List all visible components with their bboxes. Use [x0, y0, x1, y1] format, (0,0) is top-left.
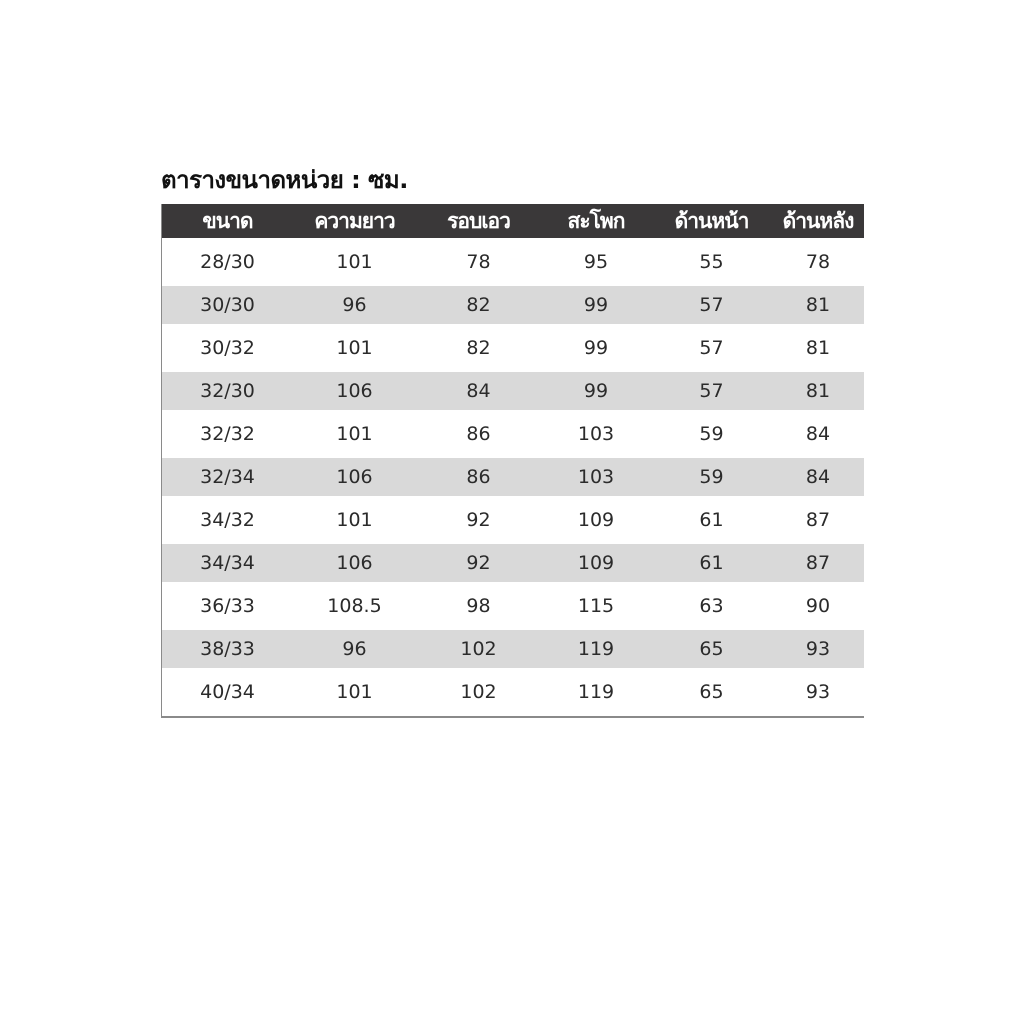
cell-back-rise: 81: [805, 380, 831, 402]
cell-size: 34/34: [200, 552, 255, 574]
cell-front-rise: 59: [699, 466, 724, 488]
cell-back-rise: 81: [805, 294, 831, 316]
cell-size: 38/33: [200, 638, 255, 660]
cell-size: 34/32: [200, 509, 255, 531]
cell-back-rise: 93: [805, 638, 831, 660]
cell-front-rise: 65: [699, 681, 724, 703]
cell-waist: 98: [466, 595, 491, 617]
table-row: [162, 410, 864, 458]
cell-waist: 82: [466, 337, 491, 359]
cell-hip: 109: [577, 552, 615, 574]
cell-waist: 92: [466, 552, 491, 574]
header-back-rise: ด้านหลัง: [782, 208, 854, 233]
cell-size: 32/32: [200, 423, 255, 445]
cell-size: 30/30: [200, 294, 255, 316]
table-row: [162, 630, 864, 668]
header-size: ขนาด: [202, 208, 253, 233]
cell-front-rise: 59: [699, 423, 724, 445]
cell-hip: 103: [577, 423, 615, 445]
cell-length: 101: [336, 509, 373, 531]
cell-waist: 78: [466, 251, 491, 273]
cell-back-rise: 87: [805, 509, 831, 531]
cell-waist: 92: [466, 509, 491, 531]
table-row: [162, 324, 864, 372]
cell-back-rise: 81: [805, 337, 831, 359]
cell-length: 96: [342, 294, 367, 316]
cell-length: 108.5: [327, 595, 382, 617]
cell-hip: 95: [583, 251, 609, 273]
cell-waist: 86: [466, 466, 491, 488]
table-row: [162, 582, 864, 630]
cell-waist: 86: [466, 423, 491, 445]
cell-length: 106: [336, 380, 373, 402]
header-front-rise: ด้านหน้า: [674, 208, 749, 233]
table-header: [162, 204, 864, 238]
cell-front-rise: 55: [699, 251, 724, 273]
size-chart-table: [162, 204, 864, 716]
header-waist: รอบเอว: [447, 208, 510, 233]
cell-length: 101: [336, 337, 373, 359]
cell-back-rise: 93: [805, 681, 831, 703]
cell-hip: 119: [577, 681, 615, 703]
cell-size: 32/30: [200, 380, 255, 402]
cell-length: 101: [336, 251, 373, 273]
cell-back-rise: 84: [805, 423, 831, 445]
cell-size: 28/30: [200, 251, 255, 273]
cell-size: 36/33: [200, 595, 255, 617]
cell-hip: 103: [577, 466, 615, 488]
table-row: [162, 286, 864, 324]
size-chart-table-container: [161, 204, 864, 718]
table-row: [162, 496, 864, 544]
cell-back-rise: 90: [805, 595, 831, 617]
cell-length: 101: [336, 423, 373, 445]
cell-length: 101: [336, 681, 373, 703]
cell-back-rise: 84: [805, 466, 831, 488]
cell-hip: 99: [583, 380, 609, 402]
cell-back-rise: 78: [805, 251, 831, 273]
table-body: [162, 238, 864, 716]
cell-front-rise: 57: [699, 294, 724, 316]
table-row: [162, 668, 864, 716]
cell-hip: 115: [577, 595, 615, 617]
size-chart-caption: ตารางขนาดหน่วย : ซม.: [161, 166, 408, 194]
table-row: [162, 372, 864, 410]
header-length: ความยาว: [314, 208, 395, 233]
cell-waist: 102: [460, 638, 497, 660]
cell-length: 106: [336, 552, 373, 574]
cell-size: 40/34: [200, 681, 255, 703]
cell-hip: 109: [577, 509, 615, 531]
cell-hip: 99: [583, 294, 609, 316]
cell-front-rise: 65: [699, 638, 724, 660]
cell-length: 106: [336, 466, 373, 488]
cell-hip: 99: [583, 337, 609, 359]
cell-waist: 84: [466, 380, 491, 402]
cell-front-rise: 63: [699, 595, 724, 617]
cell-front-rise: 61: [699, 552, 724, 574]
cell-waist: 82: [466, 294, 491, 316]
table-header-row: [162, 204, 864, 238]
table-row: [162, 544, 864, 582]
cell-length: 96: [342, 638, 367, 660]
cell-front-rise: 57: [699, 380, 724, 402]
cell-front-rise: 61: [699, 509, 724, 531]
cell-size: 30/32: [200, 337, 255, 359]
table-row: [162, 458, 864, 496]
cell-front-rise: 57: [699, 337, 724, 359]
cell-size: 32/34: [200, 466, 255, 488]
header-hip: สะโพก: [567, 208, 625, 233]
cell-waist: 102: [460, 681, 497, 703]
cell-back-rise: 87: [805, 552, 831, 574]
cell-hip: 119: [577, 638, 615, 660]
table-row: [162, 238, 864, 286]
